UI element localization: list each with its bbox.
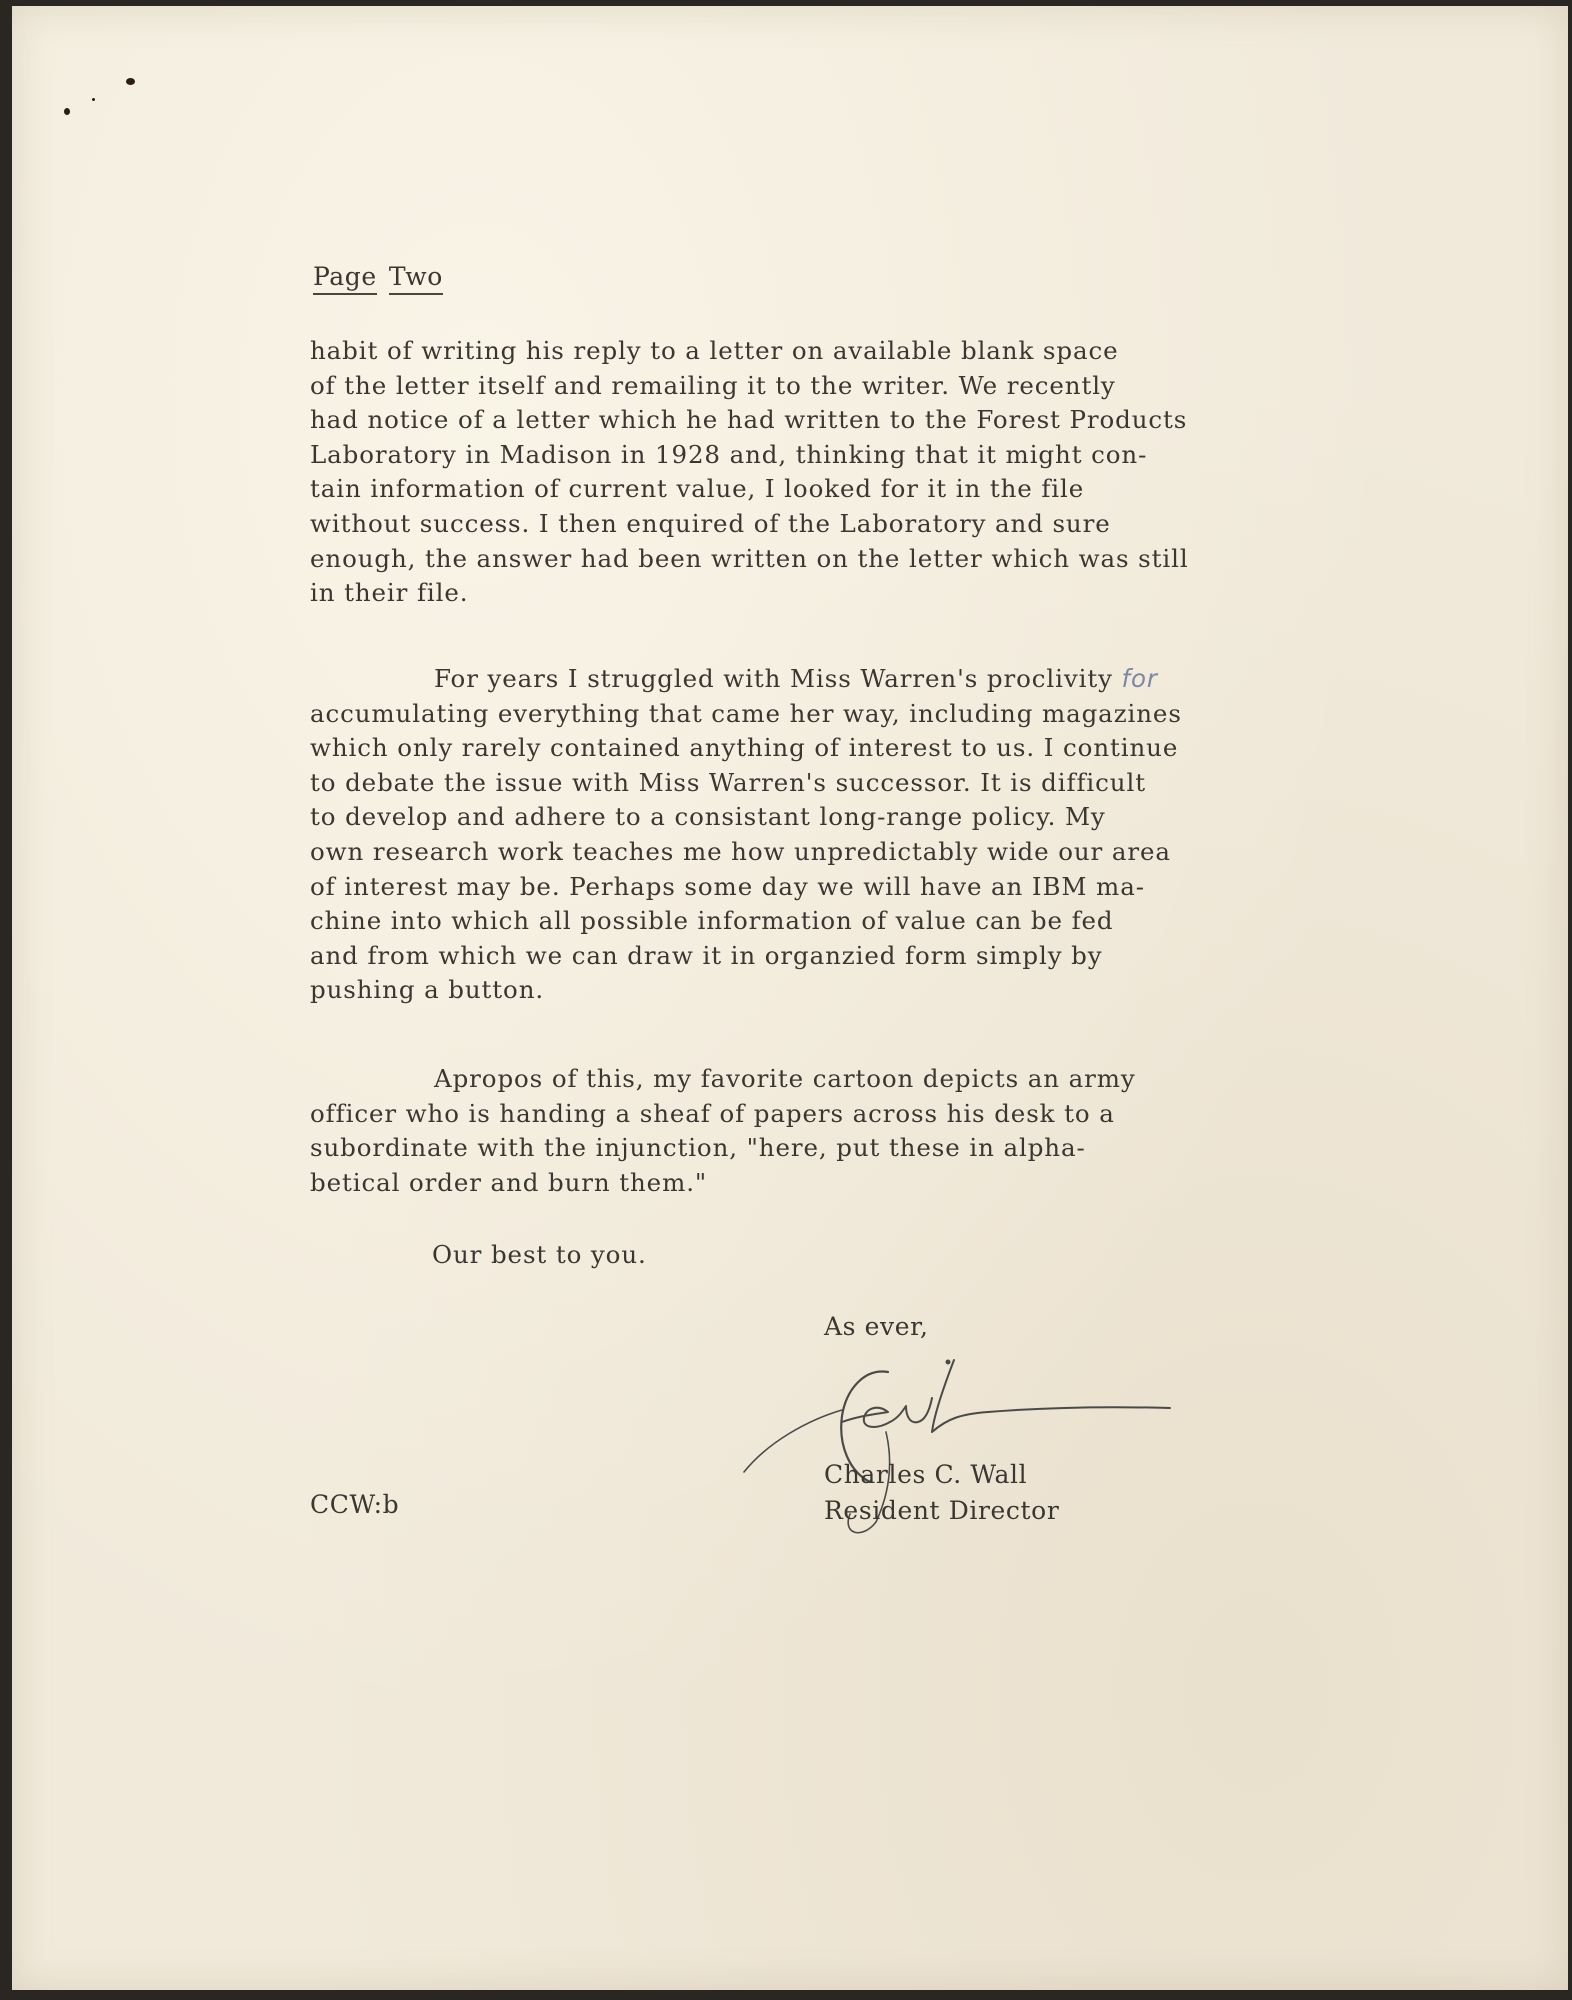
text-line: of interest may be. Perhaps some day we will have an IBM ma- <box>310 871 1145 901</box>
ink-speck <box>64 108 70 115</box>
paragraph-4 <box>432 1238 647 1273</box>
text-line: without success. I then enquired of the Laboratory and sure <box>310 508 1111 538</box>
text-line-first <box>310 662 1182 697</box>
text-line: had notice of a letter which he had written to the Forest Products <box>310 405 1188 435</box>
signature-stroke <box>842 1398 932 1427</box>
paragraph-1 <box>310 334 1189 611</box>
text-line: Apropos of this, my favorite cartoon depicts an army <box>434 1064 1136 1093</box>
text-line: officer who is handing a sheaf of papers across his desk to a <box>310 1098 1115 1128</box>
page-label-word1: Page <box>313 262 377 295</box>
closing: As ever, <box>824 1312 929 1341</box>
text-line: enough, the answer had been written on the letter which was still <box>310 543 1189 573</box>
paragraph-3 <box>310 1062 1136 1200</box>
text-line: Our best to you. <box>432 1240 647 1269</box>
text-line: chine into which all possible information of value can be fed <box>310 906 1114 936</box>
paragraph-2-opening: For years I struggled with Miss Warren's proclivity <box>434 664 1113 693</box>
text-line: to debate the issue with Miss Warren's successor. It is difficult <box>310 767 1146 797</box>
text-line: habit of writing his reply to a letter on available blank space <box>310 336 1119 365</box>
text-line: subordinate with the injunction, "here, put these in alpha- <box>310 1133 1086 1163</box>
letter-page <box>12 6 1568 1990</box>
paragraph-2 <box>310 662 1182 1008</box>
typist-initials: CCW:b <box>310 1490 400 1519</box>
text-line: of the letter itself and remailing it to the writer. We recently <box>310 370 1116 400</box>
page-label <box>313 262 455 295</box>
handwritten-correction: for <box>1121 664 1158 693</box>
ink-speck <box>126 78 135 85</box>
text-line: own research work teaches me how unpredictably wide our area <box>310 836 1171 866</box>
text-line: Laboratory in Madison in 1928 and, thinking that it might con- <box>310 439 1148 469</box>
text-line: tain information of current value, I looked for it in the file <box>310 474 1085 504</box>
signature-dot <box>946 1360 951 1365</box>
signature-stroke <box>932 1360 1170 1432</box>
ink-speck <box>92 98 95 101</box>
text-line: accumulating everything that came her way, including magazines <box>310 698 1182 728</box>
signer-title: Resident Director <box>824 1496 1060 1525</box>
page-label-word2: Two <box>389 262 443 295</box>
text-line: in their file. <box>310 578 469 608</box>
text-line: and from which we can draw it in organzied form simply by <box>310 940 1103 970</box>
text-line: pushing a button. <box>310 975 545 1005</box>
text-line: betical order and burn them." <box>310 1167 708 1197</box>
signer-name: Charles C. Wall <box>824 1460 1028 1489</box>
text-line: which only rarely contained anything of interest to us. I continue <box>310 733 1179 763</box>
text-line: to develop and adhere to a consistant long-range policy. My <box>310 802 1106 832</box>
